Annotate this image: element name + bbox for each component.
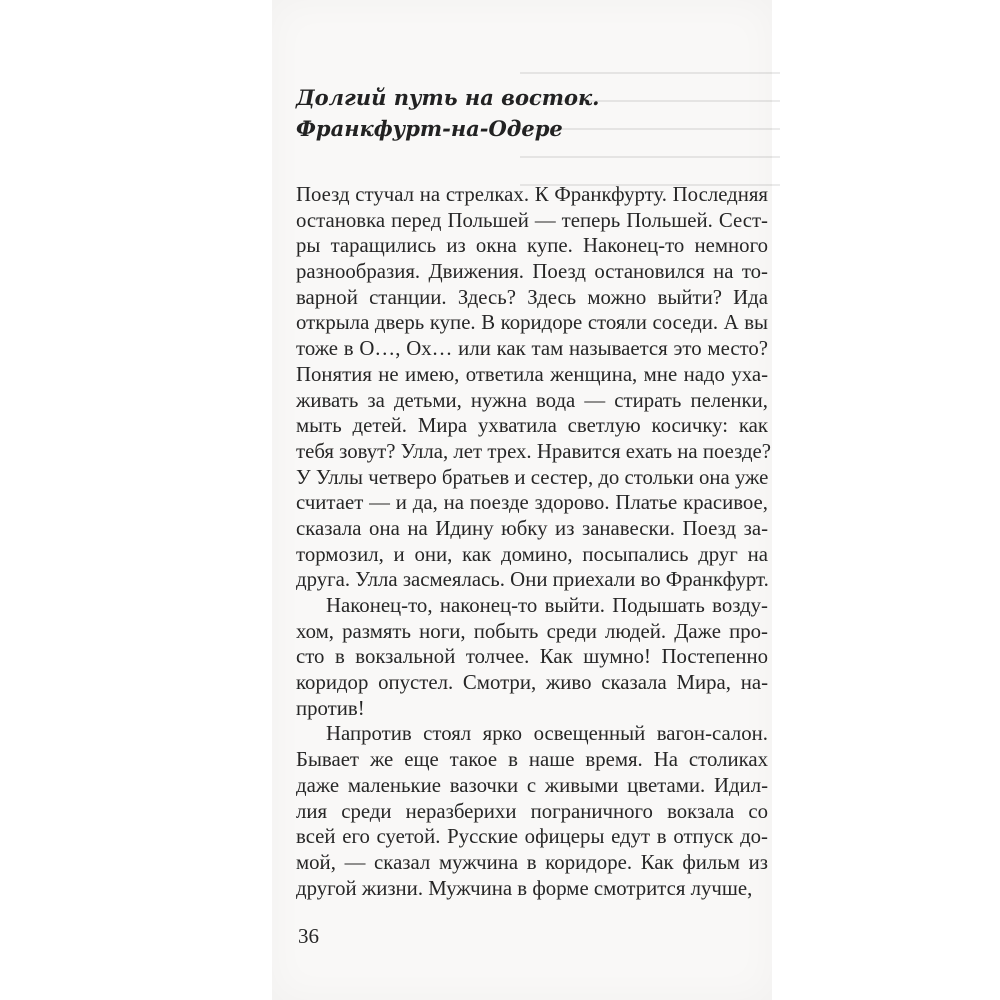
- page-number: 36: [298, 924, 319, 948]
- text-line: Поезд стучал на стрелках. К Франкфурту. Последняя: [296, 183, 768, 206]
- text-line: считает — и да, на поезде здорово. Платье красивое,: [296, 491, 768, 515]
- paragraph: [296, 593, 768, 721]
- text-line: сказала она на Идину юбку из занавески. Поезд за-: [296, 516, 768, 540]
- text-line: варной станции. Здесь? Здесь можно выйти? Ида: [296, 285, 768, 309]
- text-line: мой, — сказал мужчина в коридоре. Как фильм из: [296, 850, 768, 874]
- text-line: другой жизни. Мужчина в форме смотрится лучше,: [296, 876, 753, 900]
- body-text: [296, 182, 772, 901]
- paragraph: [296, 182, 772, 593]
- paragraph: [296, 721, 768, 901]
- heading-line-2: Франкфурт-на-Одере: [296, 116, 563, 141]
- chapter-heading: [296, 82, 600, 144]
- text-line: ры таращились из окна купе. Наконец-то немного: [296, 234, 768, 258]
- text-line: открыла дверь купе. В коридоре стояли соседи. А вы: [296, 311, 768, 335]
- text-line: сто в вокзальной толчее. Как шумно! Постепенно: [296, 645, 768, 669]
- text-line: лия среди неразберихи пограничного вокзала со: [296, 799, 768, 823]
- text-line: живать за детьми, нужна вода — стирать пеленки,: [296, 388, 768, 412]
- text-line: друга. Улла засмеялась. Они приехали во Франкфурт.: [296, 568, 769, 592]
- text-line: Бывает же еще такое в наше время. На столиках: [296, 748, 768, 772]
- text-line: коридор опустел. Смотри, живо сказала Мира, на-: [296, 671, 768, 695]
- text-line: Понятия не имею, ответила женщина, мне надо уха-: [296, 362, 768, 386]
- text-line: разнообразия. Движения. Поезд остановился на то-: [296, 260, 768, 284]
- text-line: тебя зовут? Улла, лет трех. Нравится ехать на поезде?: [296, 439, 772, 463]
- text-line: Наконец-то, наконец-то выйти. Подышать возду-: [326, 594, 768, 617]
- heading-line-1: Долгий путь на восток.: [296, 85, 600, 110]
- text-line: остановка перед Польшей — теперь Польшей. Сест-: [296, 208, 768, 232]
- text-line: тоже в О…, Ох… или как там называется это место?: [296, 337, 768, 361]
- text-line: мыть детей. Мира ухватила светлую косичку: как: [296, 414, 768, 438]
- text-line: всей его суетой. Русские офицеры едут в отпуск до-: [296, 825, 768, 849]
- text-line: тормозил, и они, как домино, посыпались друг на: [296, 542, 768, 566]
- text-line: против!: [296, 696, 365, 720]
- text-line: даже маленькие вазочки с живыми цветами. Идил-: [296, 773, 768, 797]
- text-line: хом, размять ноги, побыть среди людей. Даже про-: [296, 619, 768, 643]
- text-line: Напротив стоял ярко освещенный вагон-салон.: [326, 722, 768, 746]
- text-line: У Уллы четверо братьев и сестер, до стольки она уже: [296, 465, 769, 489]
